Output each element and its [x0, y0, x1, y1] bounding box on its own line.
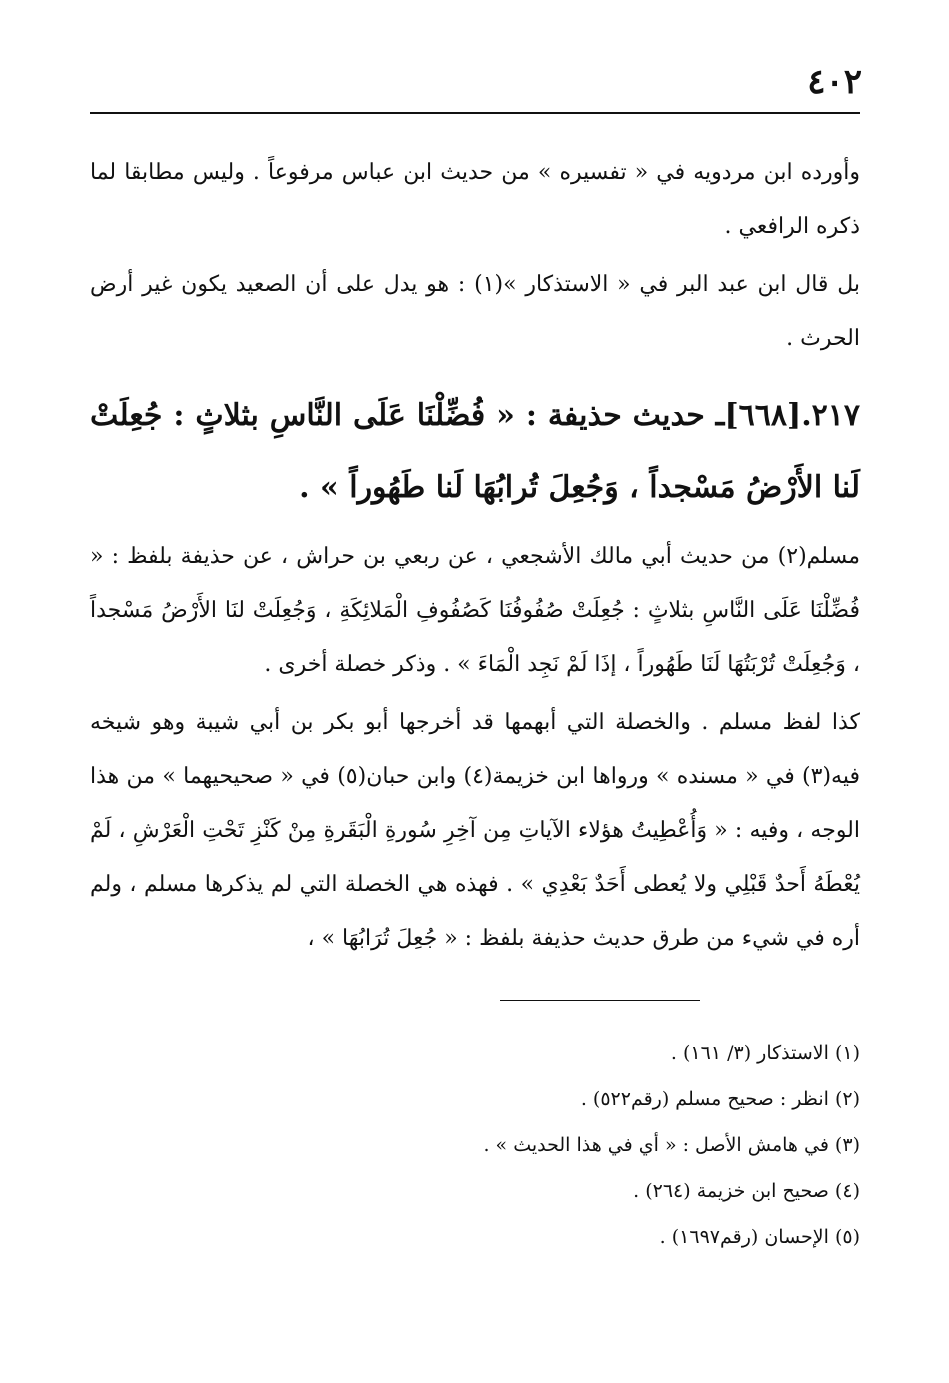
paragraph: وأورده ابن مردويه في « تفسيره » من حديث ابن عباس مرفوعاً . وليس مطابقا لما ذكره الرافعي .: [90, 160, 860, 239]
footnote-rule: [500, 1000, 700, 1001]
header-rule: [90, 112, 860, 114]
footnotes: [300, 1030, 860, 1260]
page-number: ٤٠٢: [807, 62, 862, 102]
footnote: (٥) الإحسان (رقم١٦٩٧) .: [659, 1226, 860, 1248]
footnote: (٤) صحيح ابن خزيمة (٢٦٤) .: [633, 1180, 860, 1202]
main-text: [90, 146, 860, 966]
paragraph: بل قال ابن عبد البر في « الاستذكار »(١) : هو يدل على أن الصعيد يكون غير أرض الحرث .: [90, 272, 860, 351]
footnote: (١) الاستذكار (٣/ ١٦١) .: [670, 1042, 860, 1064]
hadith-heading: ٢١٧.[٦٦٨]ـ حديث حذيفة : « فُضِّلْنَا عَلَى النَّاسِ بثلاثٍ : جُعِلَتْ لَنا الأَرْضُ مَسْجداً ، وَجُعِلَ تُرابُهَا لَنا طَهُوراً » .: [90, 398, 860, 505]
footnote: (٢) انظر : صحيح مسلم (رقم٥٢٢) .: [580, 1088, 860, 1110]
footnote: (٣) في هامش الأصل : « أي في هذا الحديث » .: [483, 1134, 860, 1156]
paragraph: مسلم(٢) من حديث أبي مالك الأشجعي ، عن ربعي بن حراش ، عن حذيفة بلفظ : « فُضِّلْنَا عَلَى النَّاسِ بثلاثٍ : جُعِلَتْ صُفُوفُنَا كَصُفُوفِ الْمَلائِكَةِ ، وَجُعِلَتْ لنَا الأَرْضُ مَسْجداً ، وَجُعِلَتْ تُرْبَتُهَا لَنَا طَهُوراً ، إذَا لَمْ نَجِد الْمَاءَ » . وذكر خصلة أخرى .: [90, 544, 860, 677]
paragraph: كذا لفظ مسلم . والخصلة التي أبهمها قد أخرجها أبو بكر بن أبي شيبة وهو شيخه فيه(٣) في « مسنده » ورواها ابن خزيمة(٤) وابن حبان(٥) في « صحيحيهما » من هذا الوجه ، وفيه : « وَأُعْطِيتُ هؤلاء الآياتِ مِن آخِرِ سُورةِ الْبَقَرةِ مِنْ كَنْزِ تَحْتِ الْعَرْشِ ، لَمْ يُعْطَهُ أَحدٌ قَبْلِي ولا يُعطى أَحَدٌ بَعْدِي » . فهذه هي الخصلة التي لم يذكرها مسلم ، ولم أره في شيء من طرق حديث حذيفة بلفظ : « جُعِلَ تُرَابُهَا » ،: [90, 710, 861, 951]
